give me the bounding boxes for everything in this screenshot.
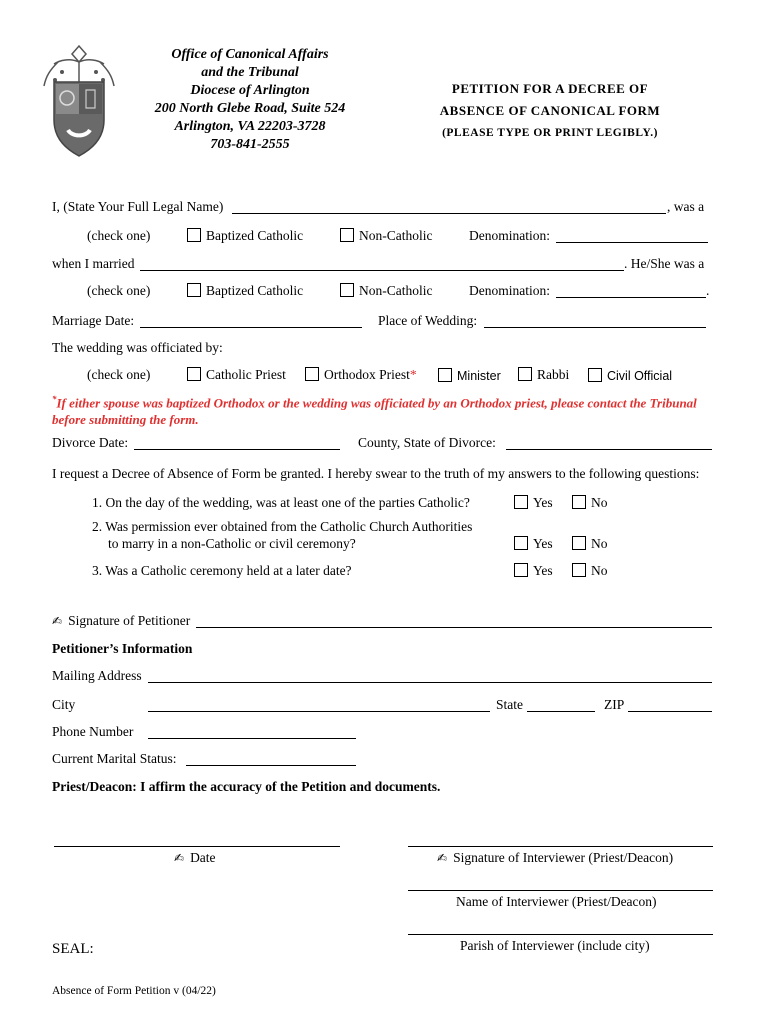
orthodox-priest-option[interactable] — [305, 367, 417, 383]
check-one-label: (check one) — [87, 283, 151, 298]
checkbox[interactable] — [514, 563, 528, 577]
marital-status-field[interactable] — [186, 765, 356, 766]
checkbox[interactable] — [588, 368, 602, 382]
interviewer-parish-field[interactable] — [408, 934, 713, 935]
note-text: If either spouse was baptized Orthodox or the wedding was officiated by an Orthodox priest, please contact the Tribunal before submitting the form. — [52, 395, 697, 428]
q1-yes-option[interactable] — [514, 495, 553, 511]
divorce-date-label: Divorce Date: — [52, 435, 129, 450]
marital-status-label: Current Marital Status: — [52, 751, 177, 766]
place-of-wedding-label: Place of Wedding: — [378, 313, 478, 328]
office-address-block — [130, 46, 370, 154]
petitioner-denomination-label: Denomination: — [469, 228, 550, 243]
mailing-address-field[interactable] — [148, 682, 712, 683]
phone-number-field[interactable] — [148, 738, 356, 739]
spouse-baptized-catholic-option[interactable] — [187, 283, 303, 299]
option-label: Minister — [457, 369, 501, 383]
divorce-date-field[interactable] — [134, 449, 340, 450]
checkbox[interactable] — [514, 536, 528, 550]
office-line: Office of Canonical Affairs — [171, 47, 329, 62]
checkbox[interactable] — [514, 495, 528, 509]
petitioner-signature-field[interactable] — [196, 627, 712, 628]
city-label: City — [52, 697, 76, 712]
checkbox[interactable] — [572, 536, 586, 550]
petitioner-baptized-catholic-option[interactable] — [187, 228, 303, 244]
interviewer-signature-text: Signature of Interviewer (Priest/Deacon) — [453, 850, 674, 865]
checkbox[interactable] — [438, 368, 452, 382]
city-field[interactable] — [148, 711, 490, 712]
married-suffix: . He/She was a — [624, 256, 705, 271]
checkbox[interactable] — [187, 367, 201, 381]
title-line-3: (PLEASE TYPE OR PRINT LEGIBLY.) — [442, 127, 658, 139]
checkbox[interactable] — [572, 563, 586, 577]
date-field[interactable] — [54, 846, 340, 847]
date-label — [174, 850, 216, 866]
place-of-wedding-field[interactable] — [484, 327, 706, 328]
check-one-label: (check one) — [87, 228, 151, 243]
option-label: Baptized Catholic — [206, 283, 304, 298]
zip-field[interactable] — [628, 711, 712, 712]
interviewer-name-label: Name of Interviewer (Priest/Deacon) — [456, 894, 657, 909]
state-label: State — [496, 697, 523, 712]
diocese-coat-of-arms-logo — [40, 42, 118, 164]
office-line: 703-841-2555 — [210, 137, 290, 152]
option-label: Catholic Priest — [206, 367, 286, 382]
option-label: Yes — [533, 563, 553, 578]
spouse-denomination-field[interactable] — [556, 297, 706, 298]
petitioner-info-heading: Petitioner’s Information — [52, 641, 193, 656]
name-label: I, (State Your Full Legal Name) — [52, 199, 224, 214]
seal-label: SEAL: — [52, 941, 94, 957]
note-asterisk: * — [52, 394, 57, 404]
form-title — [415, 78, 685, 144]
checkbox[interactable] — [518, 367, 532, 381]
option-label: Yes — [533, 536, 553, 551]
option-label: Non-Catholic — [359, 283, 433, 298]
interviewer-name-field[interactable] — [408, 890, 713, 891]
option-label: Non-Catholic — [359, 228, 433, 243]
checkbox[interactable] — [340, 283, 354, 297]
petitioner-non-catholic-option[interactable] — [340, 228, 433, 244]
pen-icon: ✍ — [437, 851, 448, 865]
petitioner-denomination-field[interactable] — [556, 242, 708, 243]
spouse-denomination-label: Denomination: — [469, 283, 550, 298]
divorce-county-label: County, State of Divorce: — [358, 435, 496, 450]
checkbox[interactable] — [572, 495, 586, 509]
title-line-2: ABSENCE OF CANONICAL FORM — [439, 103, 661, 118]
rabbi-option[interactable] — [518, 367, 569, 383]
pen-icon: ✍ — [174, 851, 185, 865]
checkbox[interactable] — [305, 367, 319, 381]
office-line: 200 North Glebe Road, Suite 524 — [154, 101, 346, 116]
office-line: Arlington, VA 22203-3728 — [174, 119, 326, 134]
interviewer-parish-label: Parish of Interviewer (include city) — [460, 938, 650, 953]
checkbox[interactable] — [187, 283, 201, 297]
option-label: Baptized Catholic — [206, 228, 304, 243]
question-3: 3. Was a Catholic ceremony held at a later date? — [92, 563, 352, 578]
marriage-date-field[interactable] — [140, 327, 362, 328]
q2-no-option[interactable] — [572, 536, 608, 552]
civil-official-option[interactable] — [588, 368, 672, 383]
office-line: and the Tribunal — [201, 65, 299, 80]
footer-version: Absence of Form Petition v (04/22) — [52, 985, 216, 997]
option-label: Civil Official — [607, 369, 673, 383]
pen-icon: ✍ — [52, 614, 63, 628]
request-text: I request a Decree of Absence of Form be granted. I hereby swear to the truth of my answers to the following questions: — [52, 466, 700, 481]
title-line-1: PETITION FOR A DECREE OF — [451, 81, 649, 96]
option-label: No — [591, 563, 608, 578]
mailing-address-label: Mailing Address — [52, 668, 142, 683]
q3-yes-option[interactable] — [514, 563, 553, 579]
question-2-line-1: 2. Was permission ever obtained from the Catholic Church Authorities — [92, 519, 473, 534]
orthodox-asterisk: * — [409, 367, 417, 382]
q1-no-option[interactable] — [572, 495, 608, 511]
signature-label-text: Signature of Petitioner — [68, 613, 191, 628]
option-label: Rabbi — [537, 367, 570, 382]
interviewer-signature-label — [437, 850, 673, 866]
denomination-period: . — [706, 283, 710, 298]
petitioner-signature-label — [52, 613, 190, 629]
option-label: Orthodox Priest — [324, 367, 410, 382]
orthodox-note — [52, 391, 732, 428]
state-field[interactable] — [527, 711, 595, 712]
name-suffix: , was a — [667, 199, 705, 214]
question-2-line-2: to marry in a non-Catholic or civil ceremony? — [108, 536, 356, 551]
zip-label: ZIP — [604, 697, 625, 712]
priest-affirmation-heading: Priest/Deacon: I affirm the accuracy of the Petition and documents. — [52, 779, 441, 794]
checkbox[interactable] — [187, 228, 201, 242]
marriage-date-label: Marriage Date: — [52, 313, 135, 328]
spouse-non-catholic-option[interactable] — [340, 283, 433, 299]
q2-yes-option[interactable] — [514, 536, 553, 552]
office-line: Diocese of Arlington — [190, 83, 310, 98]
married-label: when I married — [52, 256, 135, 271]
catholic-priest-option[interactable] — [187, 367, 286, 383]
spouse-name-field[interactable] — [140, 270, 624, 271]
question-1: 1. On the day of the wedding, was at least one of the parties Catholic? — [92, 495, 470, 510]
option-label: Yes — [533, 495, 553, 510]
q3-no-option[interactable] — [572, 563, 608, 579]
divorce-county-field[interactable] — [506, 449, 712, 450]
date-label-text: Date — [190, 850, 216, 865]
interviewer-signature-field[interactable] — [408, 846, 713, 847]
checkbox[interactable] — [340, 228, 354, 242]
phone-number-label: Phone Number — [52, 724, 134, 739]
name-field[interactable] — [232, 213, 666, 214]
option-label: No — [591, 536, 608, 551]
officiated-label: The wedding was officiated by: — [52, 340, 223, 355]
check-one-label: (check one) — [87, 367, 151, 382]
option-label: No — [591, 495, 608, 510]
minister-option[interactable] — [438, 368, 501, 383]
